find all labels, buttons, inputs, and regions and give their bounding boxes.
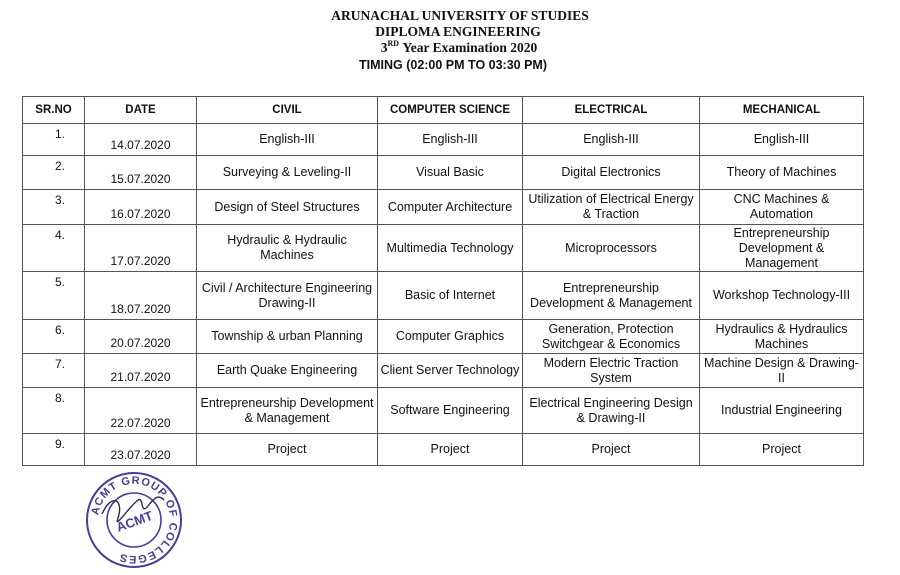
computer-science-cell: Client Server Technology bbox=[378, 354, 523, 388]
table-row bbox=[23, 190, 864, 225]
table-row bbox=[23, 320, 864, 354]
year-label: Year Examination 2020 bbox=[402, 40, 538, 55]
computer-science-cell: Visual Basic bbox=[378, 156, 523, 190]
date-cell: 18.07.2020 bbox=[85, 272, 197, 320]
sr-no-cell: 2. bbox=[23, 156, 85, 190]
civil-cell: Project bbox=[197, 434, 378, 466]
civil-cell: Township & urban Planning bbox=[197, 320, 378, 354]
computer-science-cell: Computer Graphics bbox=[378, 320, 523, 354]
civil-cell: Surveying & Leveling-II bbox=[197, 156, 378, 190]
mechanical-cell: Theory of Machines bbox=[700, 156, 864, 190]
electrical-cell: Generation, Protection Switchgear & Economics bbox=[523, 320, 700, 354]
civil-cell: Hydraulic & Hydraulic Machines bbox=[197, 225, 378, 272]
sr-no-cell: 7. bbox=[23, 354, 85, 388]
seal-inner-text: ACMT bbox=[114, 507, 155, 535]
sr-no-cell: 3. bbox=[23, 190, 85, 225]
mechanical-cell: Entrepreneurship Development & Management bbox=[700, 225, 864, 272]
college-seal-stamp bbox=[84, 470, 184, 570]
date-cell: 14.07.2020 bbox=[85, 124, 197, 156]
computer-science-cell: Project bbox=[378, 434, 523, 466]
year-number: 3 bbox=[380, 40, 388, 55]
civil-cell: Earth Quake Engineering bbox=[197, 354, 378, 388]
sr-no-cell: 4. bbox=[23, 225, 85, 272]
university-name: ARUNACHAL UNIVERSITY OF STUDIES bbox=[331, 8, 589, 23]
sr-no-cell: 8. bbox=[23, 388, 85, 434]
table-row bbox=[23, 388, 864, 434]
table-row bbox=[23, 434, 864, 466]
electrical-cell: Modern Electric Traction System bbox=[523, 354, 700, 388]
mechanical-cell: Hydraulics & Hydraulics Machines bbox=[700, 320, 864, 354]
exam-year bbox=[18, 40, 900, 56]
column-header-mechanical: MECHANICAL bbox=[700, 97, 864, 124]
date-cell: 15.07.2020 bbox=[85, 156, 197, 190]
table-row bbox=[23, 124, 864, 156]
date-cell: 17.07.2020 bbox=[85, 225, 197, 272]
exam-schedule-table bbox=[22, 96, 864, 466]
computer-science-cell: Computer Architecture bbox=[378, 190, 523, 225]
civil-cell: Civil / Architecture Engineering Drawing-II bbox=[197, 272, 378, 320]
column-header-date: DATE bbox=[85, 97, 197, 124]
year-suffix: RD bbox=[387, 39, 400, 48]
computer-science-cell: Basic of Internet bbox=[378, 272, 523, 320]
computer-science-cell: Software Engineering bbox=[378, 388, 523, 434]
column-header-electrical: ELECTRICAL bbox=[523, 97, 700, 124]
seal-outer-text: ACMT GROUP OF COLLEGES bbox=[89, 474, 180, 566]
date-cell: 21.07.2020 bbox=[85, 354, 197, 388]
mechanical-cell: Workshop Technology-III bbox=[700, 272, 864, 320]
document-header bbox=[0, 8, 900, 73]
computer-science-cell: English-III bbox=[378, 124, 523, 156]
electrical-cell: Microprocessors bbox=[523, 225, 700, 272]
electrical-cell: Entrepreneurship Development & Management bbox=[523, 272, 700, 320]
column-header-civil: CIVIL bbox=[197, 97, 378, 124]
sr-no-cell: 6. bbox=[23, 320, 85, 354]
civil-cell: English-III bbox=[197, 124, 378, 156]
date-cell: 16.07.2020 bbox=[85, 190, 197, 225]
electrical-cell: English-III bbox=[523, 124, 700, 156]
column-header-computer-science: COMPUTER SCIENCE bbox=[378, 97, 523, 124]
table-row bbox=[23, 225, 864, 272]
mechanical-cell: Industrial Engineering bbox=[700, 388, 864, 434]
electrical-cell: Digital Electronics bbox=[523, 156, 700, 190]
date-cell: 20.07.2020 bbox=[85, 320, 197, 354]
column-header-sr-no: SR.NO bbox=[23, 97, 85, 124]
exam-timing: TIMING (02:00 PM TO 03:30 PM) bbox=[358, 58, 547, 72]
mechanical-cell: Machine Design & Drawing-II bbox=[700, 354, 864, 388]
sr-no-cell: 9. bbox=[23, 434, 85, 466]
sr-no-cell: 1. bbox=[23, 124, 85, 156]
mechanical-cell: CNC Machines & Automation bbox=[700, 190, 864, 225]
date-cell: 22.07.2020 bbox=[85, 388, 197, 434]
civil-cell: Entrepreneurship Development & Management bbox=[197, 388, 378, 434]
electrical-cell: Utilization of Electrical Energy & Traction bbox=[523, 190, 700, 225]
sr-no-cell: 5. bbox=[23, 272, 85, 320]
date-cell: 23.07.2020 bbox=[85, 434, 197, 466]
electrical-cell: Electrical Engineering Design & Drawing-II bbox=[523, 388, 700, 434]
program-name: DIPLOMA ENGINEERING bbox=[375, 24, 541, 39]
mechanical-cell: Project bbox=[700, 434, 864, 466]
table-row bbox=[23, 156, 864, 190]
electrical-cell: Project bbox=[523, 434, 700, 466]
computer-science-cell: Multimedia Technology bbox=[378, 225, 523, 272]
civil-cell: Design of Steel Structures bbox=[197, 190, 378, 225]
table-row bbox=[23, 272, 864, 320]
table-row bbox=[23, 354, 864, 388]
table-header-row bbox=[23, 97, 864, 124]
mechanical-cell: English-III bbox=[700, 124, 864, 156]
